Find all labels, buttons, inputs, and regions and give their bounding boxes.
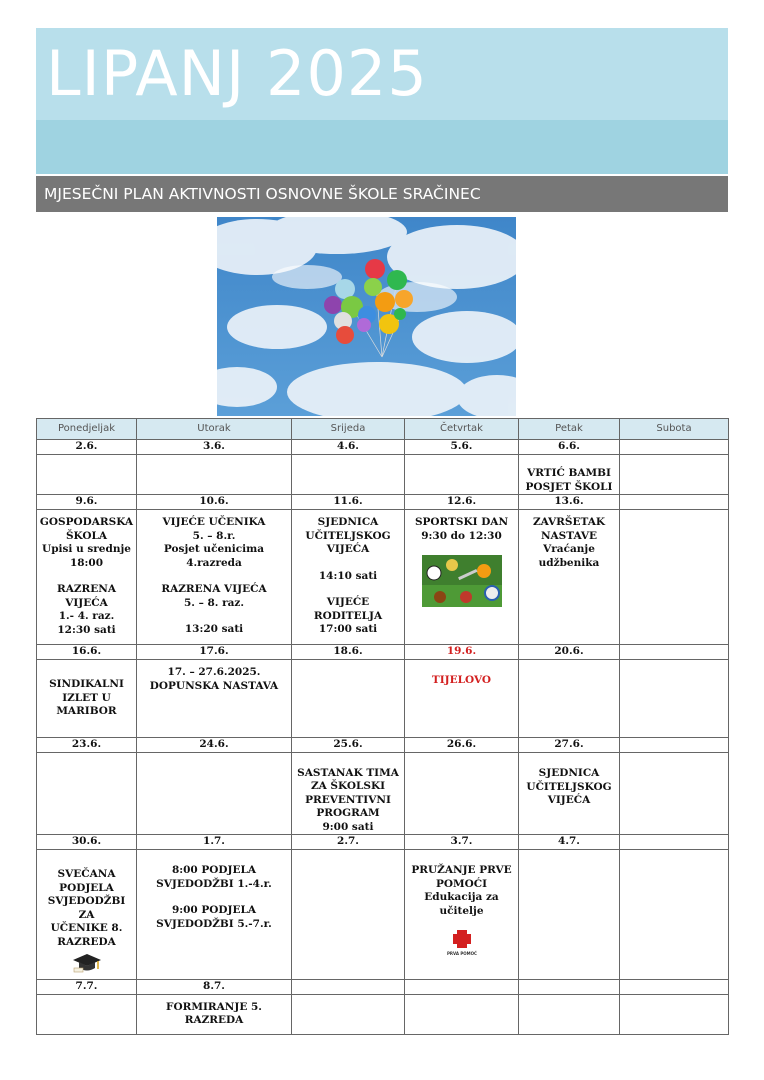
subtitle-bar [36, 176, 728, 212]
date-row [37, 835, 729, 850]
date-cell: 7.7. [37, 979, 137, 994]
event-line: 8:00 PODJELA [171, 864, 257, 876]
day-header: Petak [519, 419, 620, 440]
event-row [37, 850, 729, 980]
date-row [37, 440, 729, 455]
event-line: FORMIRANJE 5. RAZREDA [166, 1000, 262, 1026]
event-line: RAZRENA [56, 583, 116, 595]
event-line: GOSPODARSKA [39, 516, 134, 528]
event-cell [37, 753, 137, 835]
date-cell: 6.6. [519, 440, 620, 455]
event-cell [292, 850, 405, 980]
header-band [36, 120, 728, 174]
event-cell [292, 994, 405, 1034]
calendar-table [36, 418, 729, 1035]
event-line: ZA ŠKOLSKI [310, 780, 386, 792]
event-line: VIJEĆE RODITELJA [313, 596, 383, 622]
date-cell [620, 495, 729, 510]
event-line: RAZREDA [57, 935, 116, 948]
date-cell: 5.6. [405, 440, 519, 455]
event-line: DOPUNSKA NASTAVA [149, 679, 279, 692]
event-line: ŠKOLA [65, 529, 108, 542]
date-cell [620, 835, 729, 850]
event-line: 9:30 do 12:30 [421, 529, 502, 542]
event-cell [137, 994, 292, 1034]
event-line: SVJEDODŽBI 1.-4.r. [156, 877, 272, 890]
event-line: UČITELJSKOG [526, 780, 612, 793]
event-cell [137, 660, 292, 738]
event-row [37, 753, 729, 835]
event-line: SINDIKALNI [49, 678, 124, 691]
event-line: IZLET U [62, 691, 111, 704]
event-line: SJEDNICA [538, 767, 600, 779]
event-line: Vraćanje [543, 543, 595, 555]
event-cell [405, 660, 519, 738]
day-header: Ponedjeljak [37, 419, 137, 440]
date-cell: 4.7. [519, 835, 620, 850]
date-cell: 20.6. [519, 645, 620, 660]
date-cell [620, 645, 729, 660]
event-line: 4.razreda [186, 556, 242, 569]
date-cell [620, 979, 729, 994]
event-cell [405, 994, 519, 1034]
sports-equipment-image [422, 555, 502, 607]
event-line: 18:00 [69, 556, 104, 569]
date-cell: 30.6. [37, 835, 137, 850]
holiday-label: TIJELOVO [431, 674, 492, 686]
event-line: 13:20 sati [184, 623, 244, 635]
event-cell [37, 660, 137, 738]
day-header-row [37, 419, 729, 440]
event-line: 5. – 8. raz. [183, 596, 245, 609]
event-line: UČITELJSKOG [305, 529, 391, 542]
graduation-cap-icon [39, 952, 134, 979]
date-cell [620, 738, 729, 753]
event-line: VIJEĆE UČENIKA [162, 516, 266, 528]
event-cell [137, 455, 292, 495]
date-cell: 2.6. [37, 440, 137, 455]
event-line: 17:00 sati [318, 623, 378, 635]
event-cell [292, 753, 405, 835]
page-title: LIPANJ 2025 [46, 37, 428, 110]
date-cell: 26.6. [405, 738, 519, 753]
event-cell [620, 753, 729, 835]
event-line: VIJEĆA [326, 543, 370, 555]
date-cell: 25.6. [292, 738, 405, 753]
day-header: Subota [620, 419, 729, 440]
event-cell [292, 455, 405, 495]
event-line: POSJET ŠKOLI [525, 480, 613, 493]
date-cell: 13.6. [519, 495, 620, 510]
event-line: 12:30 sati [57, 623, 116, 636]
date-cell: 10.6. [137, 495, 292, 510]
date-cell: 27.6. [519, 738, 620, 753]
event-line: SPORTSKI DAN [414, 516, 509, 528]
date-cell [519, 979, 620, 994]
event-cell [37, 994, 137, 1034]
date-cell: 1.7. [137, 835, 292, 850]
event-line: PODJELA [59, 881, 114, 894]
event-line: SVEČANA [57, 868, 116, 880]
event-cell [405, 510, 519, 645]
event-line: RAZRENA VIJEĆA [161, 583, 267, 595]
event-line: NASTAVE [540, 529, 598, 542]
event-line: ZAVRŠETAK [532, 516, 606, 528]
event-line: 9:00 PODJELA [171, 904, 257, 916]
day-header: Srijeda [292, 419, 405, 440]
date-row [37, 738, 729, 753]
event-line: SJEDNICA [317, 516, 379, 528]
event-cell [620, 455, 729, 495]
date-cell: 17.6. [137, 645, 292, 660]
event-line: VIJEĆA [547, 794, 591, 806]
event-line: VRTIĆ BAMBI [527, 467, 611, 479]
event-line: POMOĆI [435, 877, 488, 890]
event-cell [137, 850, 292, 980]
event-cell [519, 753, 620, 835]
event-line: PREVENTIVNI [305, 793, 391, 806]
date-cell: 11.6. [292, 495, 405, 510]
event-row [37, 510, 729, 645]
event-cell [519, 660, 620, 738]
event-cell [37, 455, 137, 495]
event-cell [405, 753, 519, 835]
day-header: Utorak [137, 419, 292, 440]
event-cell [405, 455, 519, 495]
page-subtitle: MJESEČNI PLAN AKTIVNOSTI OSNOVNE ŠKOLE SRAČINEC [44, 185, 481, 203]
event-cell [519, 455, 620, 495]
event-cell [137, 753, 292, 835]
event-line: Edukacija za [424, 891, 499, 903]
date-cell: 4.6. [292, 440, 405, 455]
event-line: SVJEDODŽBI 5.-7.r. [156, 917, 272, 930]
event-line: učitelje [439, 904, 484, 917]
event-row [37, 455, 729, 495]
day-header: Četvrtak [405, 419, 519, 440]
event-cell [137, 510, 292, 645]
event-cell [405, 850, 519, 980]
event-line: 17. – 27.6.2025. [167, 666, 261, 678]
date-cell: 8.7. [137, 979, 292, 994]
event-cell [292, 510, 405, 645]
event-line: PRUŽANJE PRVE [411, 864, 512, 876]
event-cell [620, 994, 729, 1034]
balloons-sky-photo [217, 217, 516, 416]
event-cell [37, 850, 137, 980]
event-cell [620, 510, 729, 645]
event-line: 14:10 sati [318, 569, 378, 582]
event-line: VIJEĆA [65, 596, 108, 609]
date-row [37, 979, 729, 994]
date-cell: 12.6. [405, 495, 519, 510]
event-line: PROGRAM [316, 807, 380, 819]
date-row [37, 495, 729, 510]
event-line: 1.- 4. raz. [58, 610, 115, 622]
date-cell [405, 979, 519, 994]
date-cell: 19.6. [405, 645, 519, 660]
header-banner [36, 28, 728, 120]
event-cell [37, 510, 137, 645]
event-line: Upisi u srednje [42, 543, 131, 555]
date-row [37, 645, 729, 660]
event-cell [519, 994, 620, 1034]
event-line: 5. – 8.r. [192, 529, 236, 542]
date-cell: 16.6. [37, 645, 137, 660]
event-row [37, 660, 729, 738]
date-cell [620, 440, 729, 455]
event-cell [519, 510, 620, 645]
event-cell [620, 850, 729, 980]
event-line: UČENIKE 8. [50, 922, 123, 934]
first-aid-logo [407, 928, 516, 961]
event-line: Posjet učenicima [163, 543, 265, 555]
event-cell [519, 850, 620, 980]
event-line: udžbenika [538, 556, 600, 569]
date-cell: 18.6. [292, 645, 405, 660]
event-line: SVJEDODŽBI ZA [47, 895, 126, 921]
date-cell: 2.7. [292, 835, 405, 850]
event-line: MARIBOR [56, 705, 117, 718]
first-aid-logo-text: PRVA POMOĆ [446, 951, 477, 956]
date-cell: 23.6. [37, 738, 137, 753]
date-cell: 3.6. [137, 440, 292, 455]
event-row [37, 994, 729, 1034]
event-line: 9:00 sati [322, 820, 374, 833]
date-cell: 9.6. [37, 495, 137, 510]
date-cell: 3.7. [405, 835, 519, 850]
date-cell: 24.6. [137, 738, 292, 753]
event-cell [292, 660, 405, 738]
event-cell [620, 660, 729, 738]
event-line: SASTANAK TIMA [297, 766, 399, 779]
date-cell [292, 979, 405, 994]
